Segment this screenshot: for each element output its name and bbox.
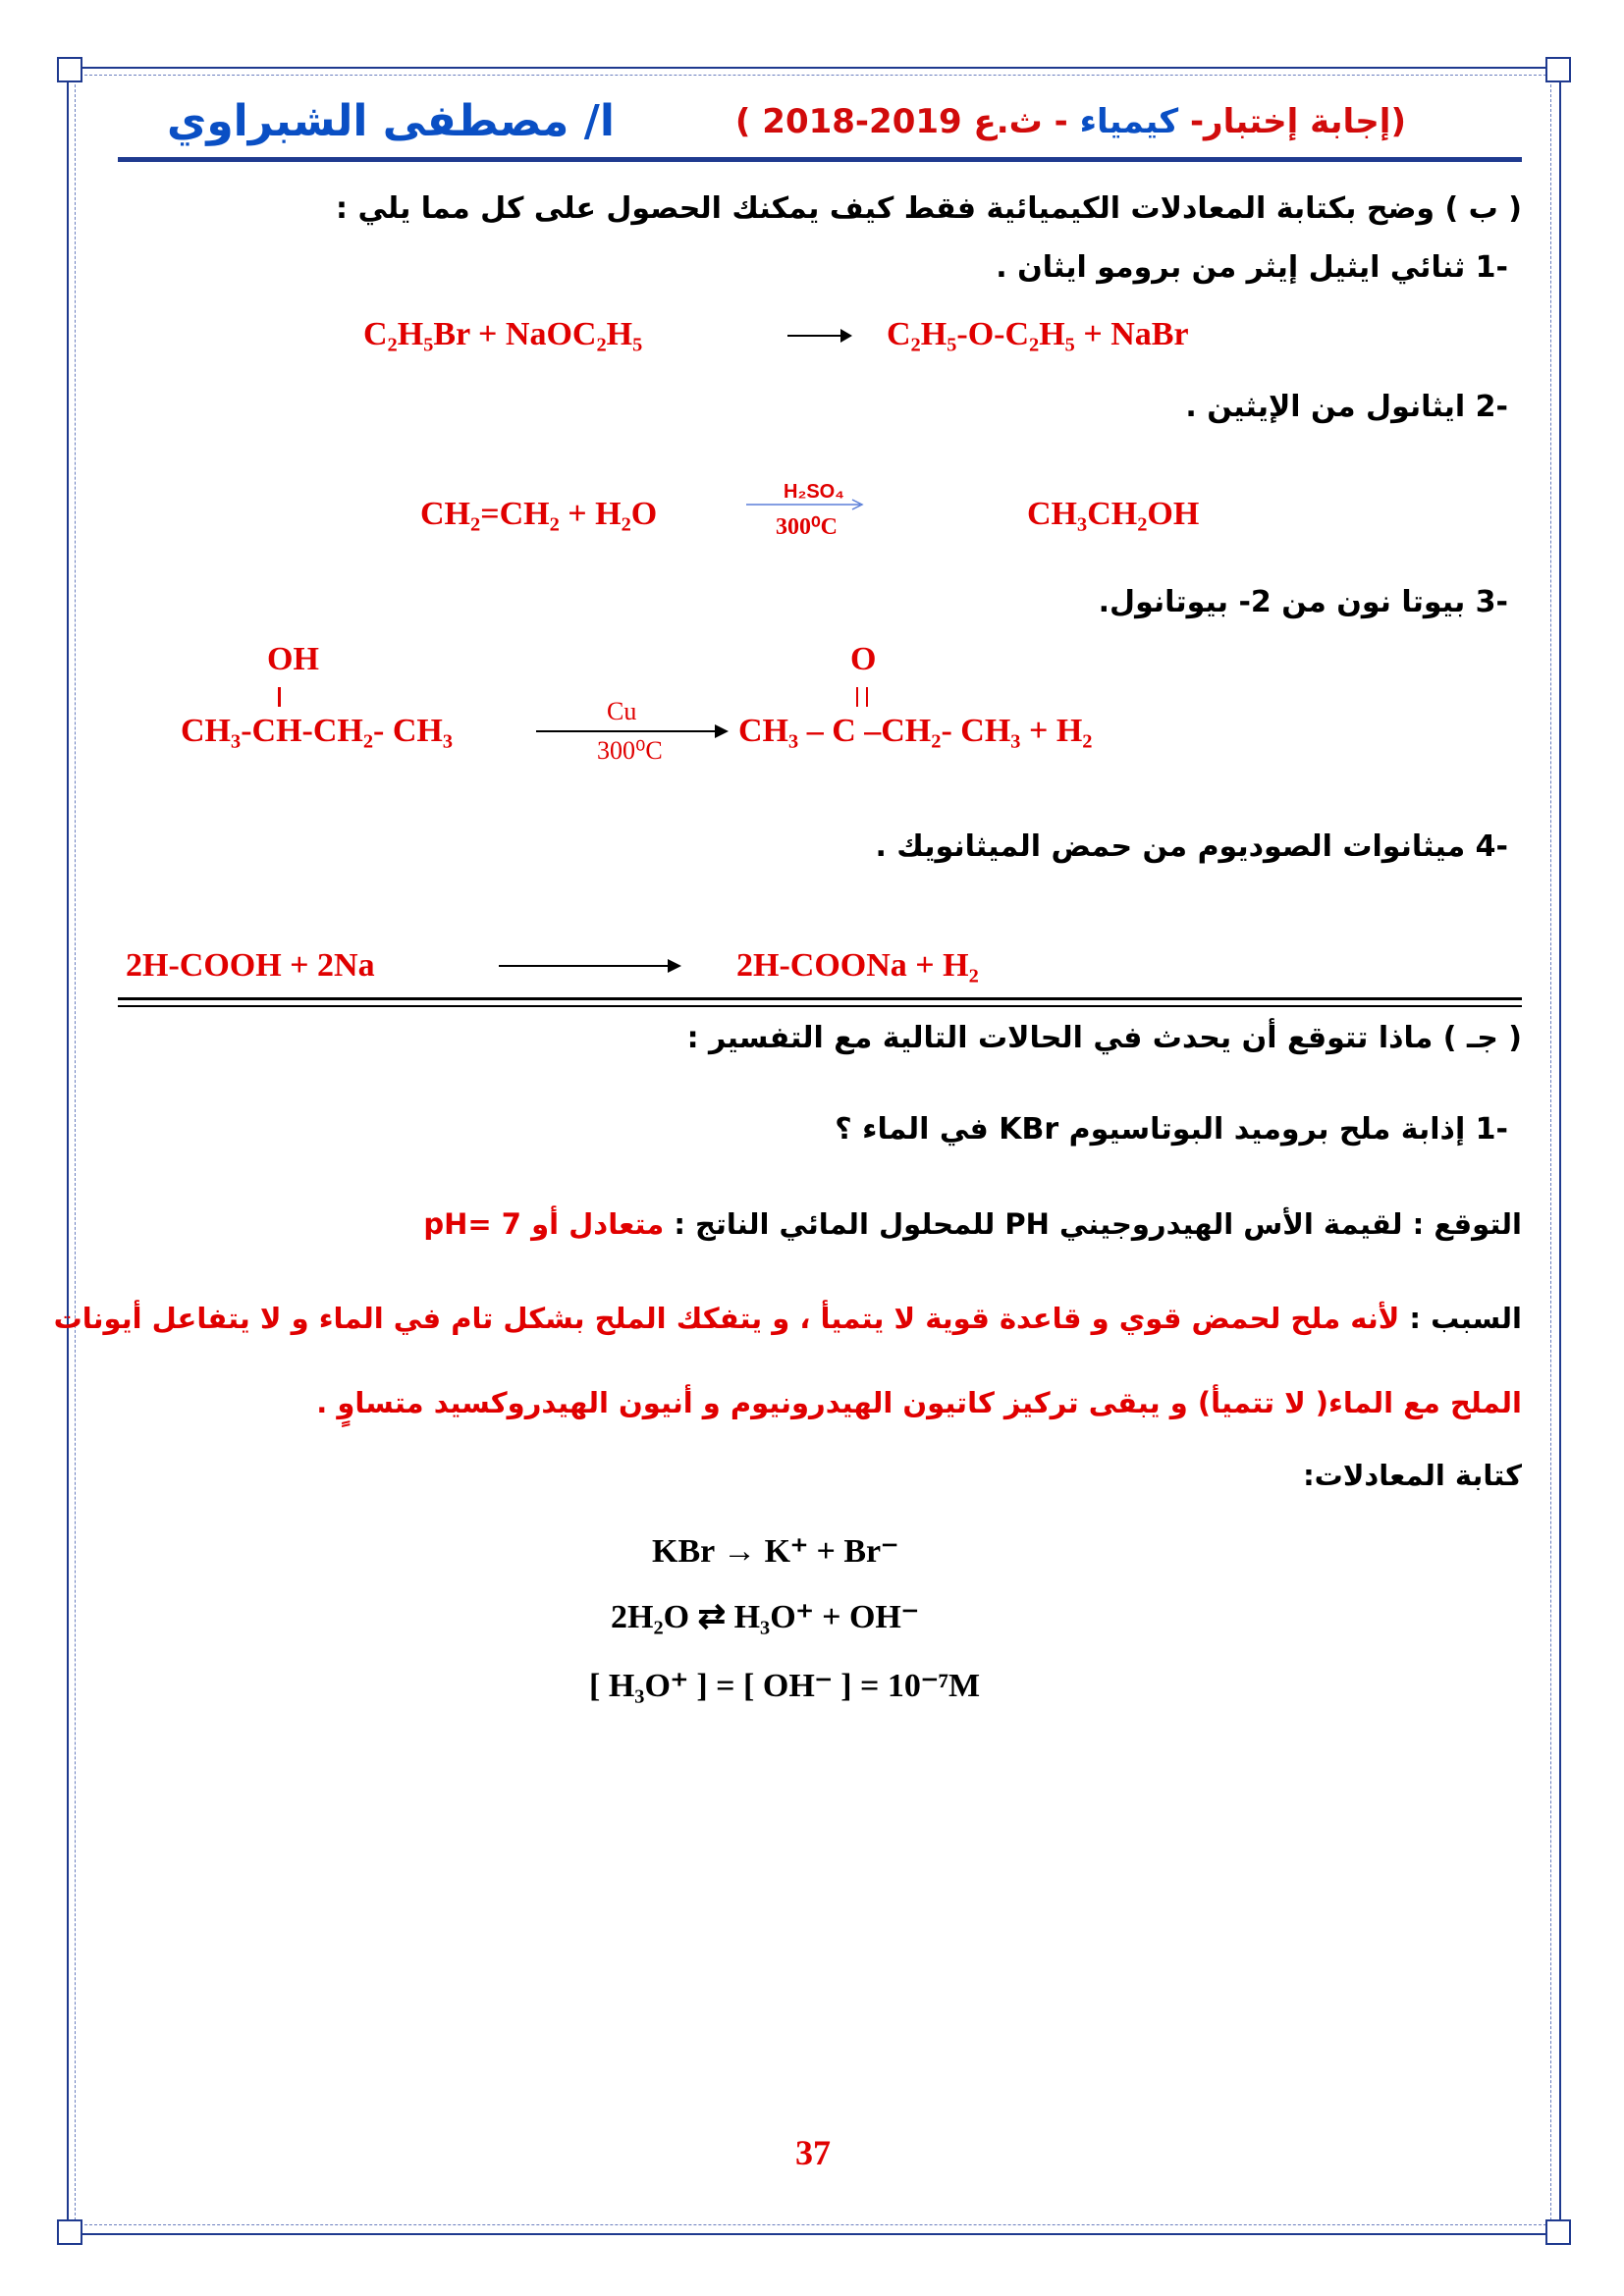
item-2-label: -2 ايثانول من الإيثين . <box>1185 390 1508 424</box>
reaction-arrow <box>744 497 872 512</box>
eq3-oh-group: OH <box>267 641 319 677</box>
question-1: -1 إذابة ملح بروميد البوتاسيوم KBr في الماء ؟ <box>835 1112 1508 1147</box>
equations-label: كتابة المعادلات: <box>1303 1459 1522 1492</box>
eq4-reactants: 2H-COOH + 2Na <box>126 947 375 984</box>
section-c-heading: ( جـ ) ماذا تتوقع أن يحدث في الحالات التالية مع التفسير : <box>686 1021 1522 1055</box>
reaction-arrow <box>785 324 854 347</box>
corner-ornament <box>57 2219 82 2245</box>
reason-label: السبب : <box>1409 1302 1522 1335</box>
section-divider <box>118 997 1522 1000</box>
equation-concentration: [ H₃O⁺ ] = [ OH⁻ ] = 10⁻⁷M <box>589 1668 981 1704</box>
double-bond-line <box>866 687 868 707</box>
eq2-reactants: CH₂=CH₂ + H₂O <box>420 496 658 532</box>
page-title: (إجابة إختبار- كيمياء - ث.ع 2019-2018 ) <box>734 102 1406 141</box>
section-divider <box>118 1005 1522 1007</box>
item-3-label: -3 بيوتا نون من 2- بيوتانول. <box>1098 585 1508 619</box>
subject-label: كيمياء <box>1079 102 1179 141</box>
bond-line <box>278 687 281 707</box>
eq3-o-group: O <box>850 641 877 677</box>
expect-answer: متعادل أو pH= 7 <box>423 1207 665 1241</box>
reason-line-2: الملح مع الماء( لا تتميأ) و يبقى تركيز كاتيون الهيدرونيوم و أنيون الهيدروكسيد متساوٍ . <box>316 1386 1522 1419</box>
eq2-catalyst: H₂SO₄ <box>784 481 844 503</box>
eq3-temperature: 300⁰C <box>597 736 663 765</box>
section-b-heading: ( ب ) وضح بكتابة المعادلات الكيميائية فقط كيف يمكنك الحصول على كل مما يلي : <box>336 191 1522 226</box>
expectation-line <box>423 1207 1522 1241</box>
eq2-products: CH₃CH₂OH <box>1027 496 1200 532</box>
equation-dissociation: KBr → K⁺ + Br⁻ <box>652 1533 899 1570</box>
item-4-label: -4 ميثانوات الصوديوم من حمض الميثانويك . <box>875 829 1508 864</box>
eq1-reactants: C₂H₅Br + NaOC₂H₅ <box>363 316 643 352</box>
expect-label: التوقع : <box>1412 1207 1522 1241</box>
author-name: ا/ مصطفى الشبراوي <box>167 96 615 146</box>
page-number: 37 <box>795 2133 831 2172</box>
eq2-temperature: 300⁰C <box>776 514 838 540</box>
double-bond-line <box>856 687 858 707</box>
reason-line-1: السبب : لأنه ملح لحمض قوي و قاعدة قوية لا يتميأ ، و يتفكك الملح بشكل تام في الماء و لا يتفاعل أيونات <box>53 1302 1522 1335</box>
eq3-reactant: CH₃-CH-CH₂- CH₃ <box>181 713 454 749</box>
eq4-products: 2H-COONa + H₂ <box>736 947 979 984</box>
header-rule <box>118 157 1522 162</box>
equation-water-ionization: 2H₂O ⇄ H₃O⁺ + OH⁻ <box>611 1599 919 1635</box>
eq3-catalyst: Cu <box>607 697 637 725</box>
corner-ornament <box>1545 2219 1571 2245</box>
eq1-products: C₂H₅-O-C₂H₅ + NaBr <box>887 316 1189 352</box>
expect-text: لقيمة الأس الهيدروجيني PH للمحلول المائي الناتج : <box>674 1207 1403 1241</box>
reaction-arrow <box>497 956 683 976</box>
corner-ornament <box>1545 57 1571 82</box>
eq3-products: CH₃ – C –CH₂- CH₃ + H₂ <box>738 713 1093 749</box>
item-1-label: -1 ثنائي ايثيل إيثر من برومو ايثان . <box>996 250 1508 285</box>
corner-ornament <box>57 57 82 82</box>
